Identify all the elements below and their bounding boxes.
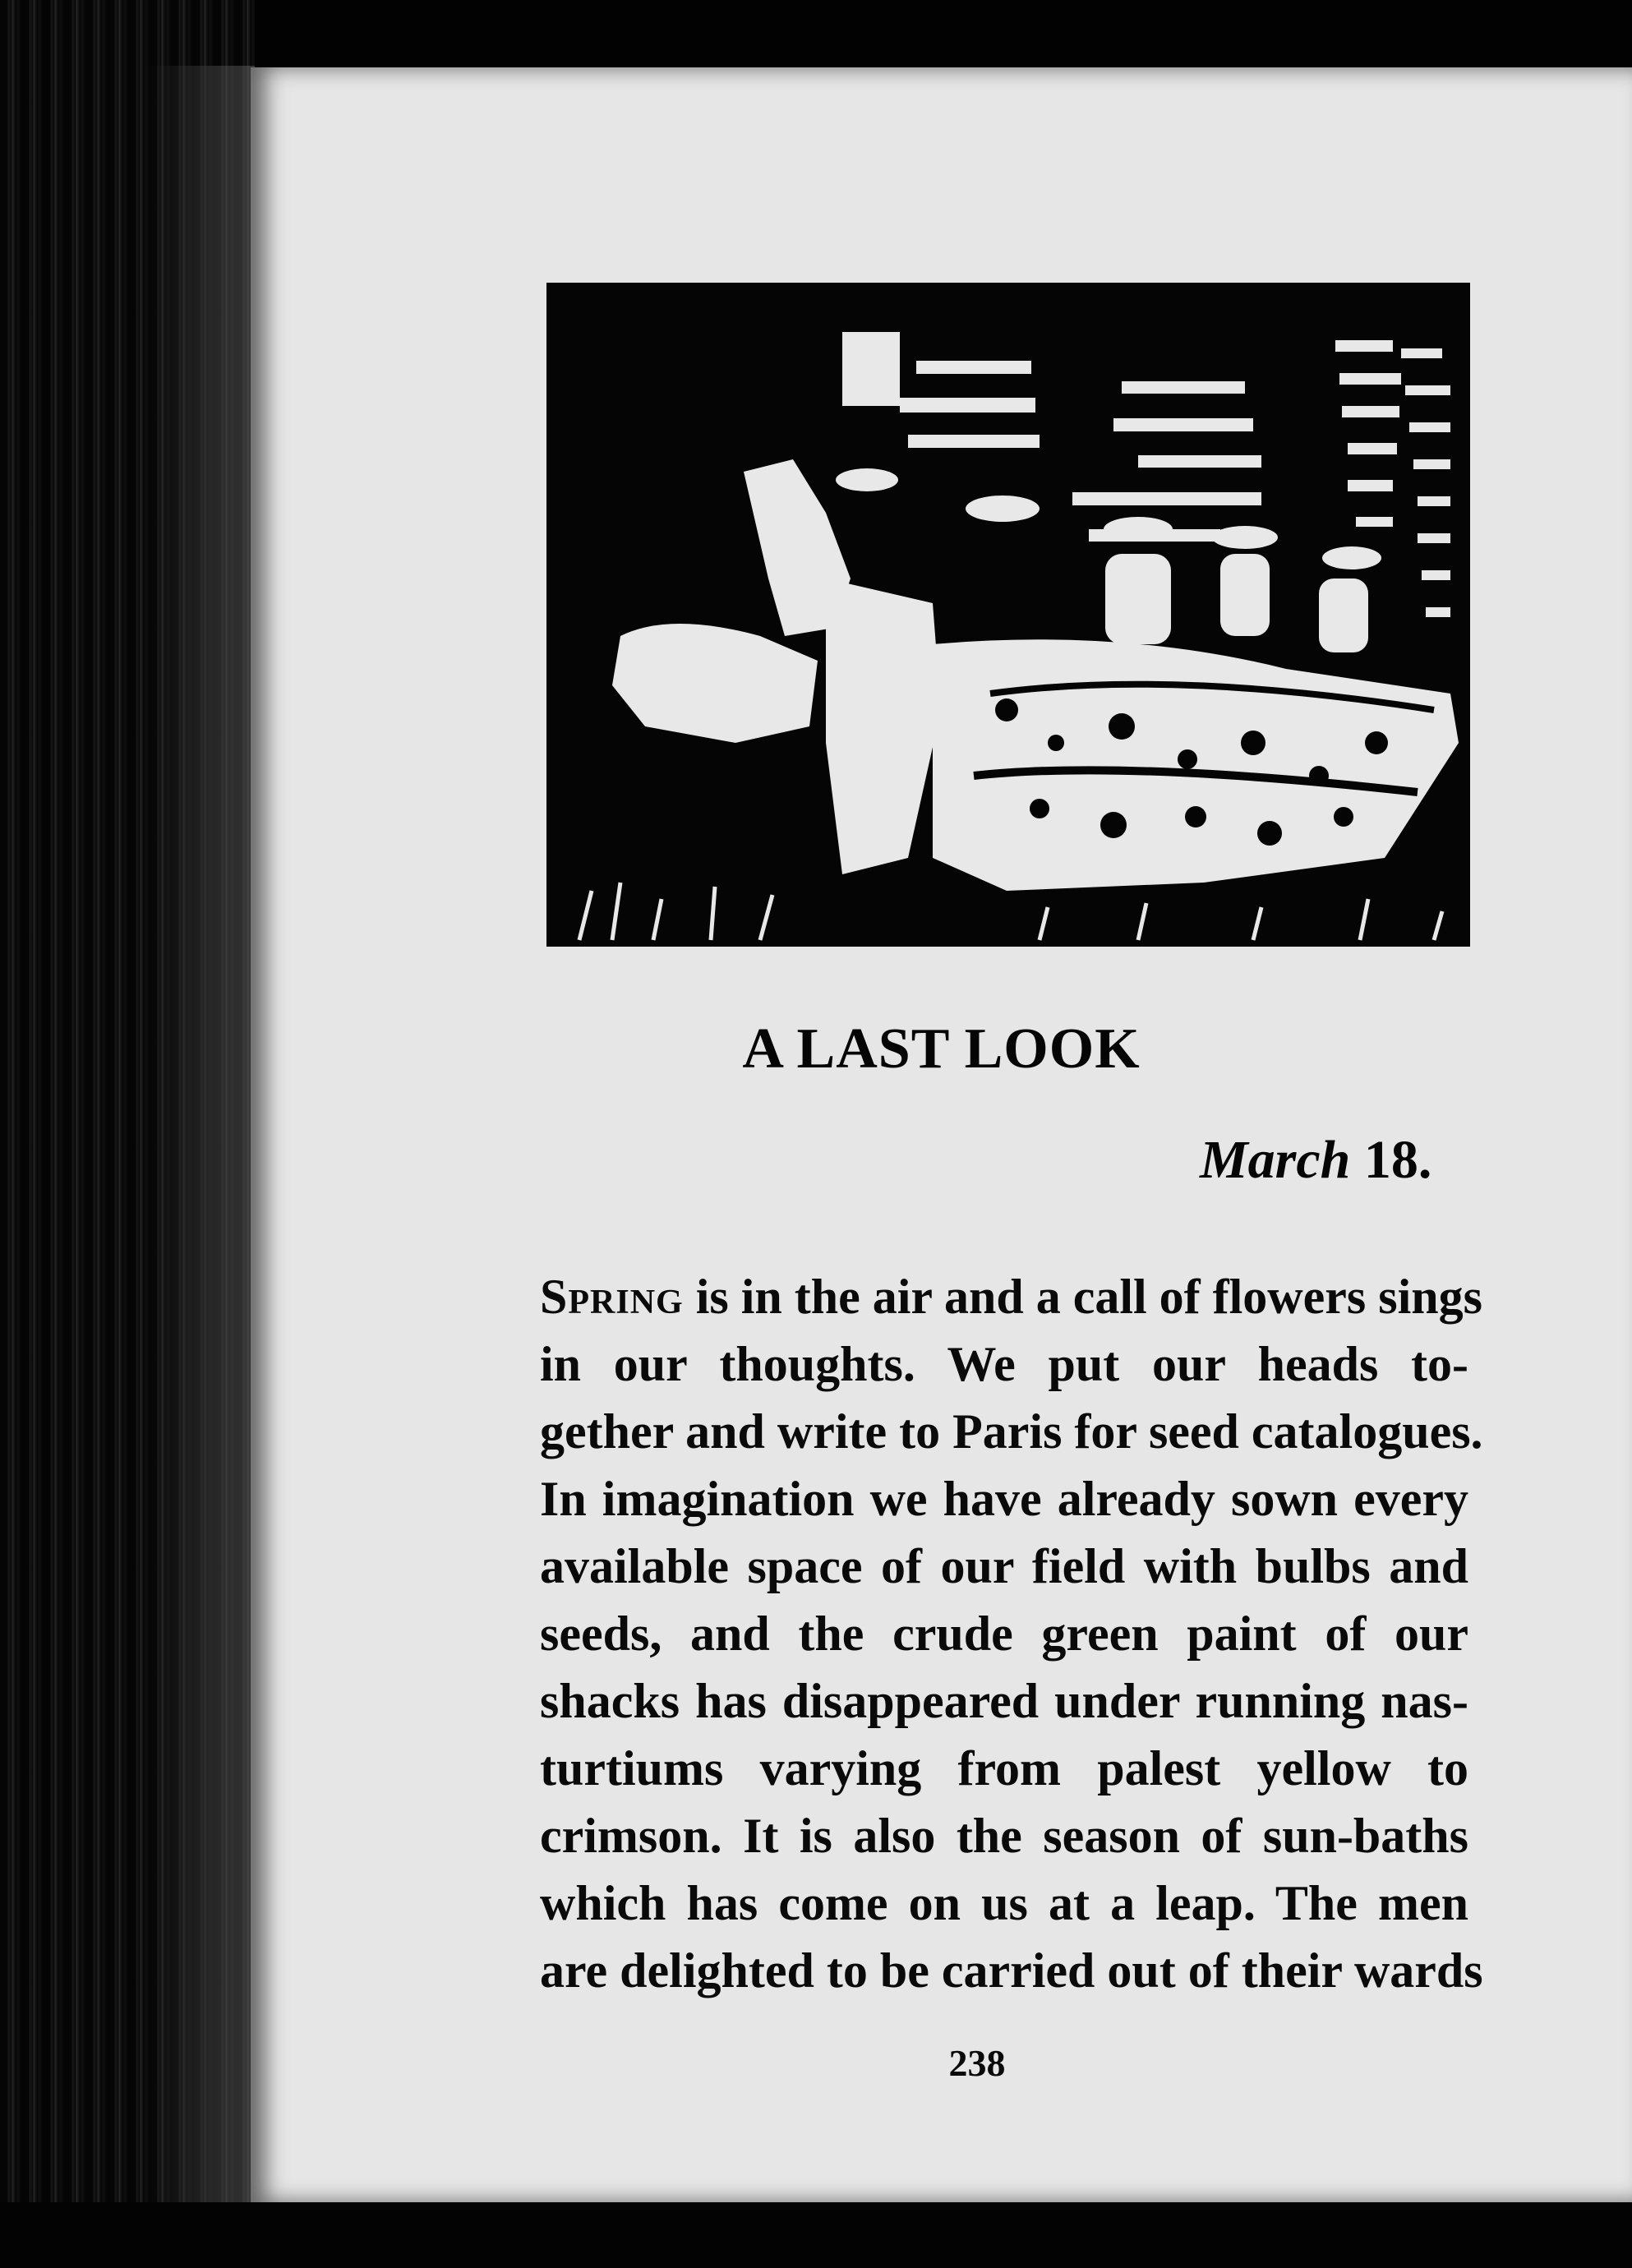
lead-word: Spring bbox=[540, 1270, 684, 1324]
paragraph-line: in our thoughts. We put our heads to- bbox=[540, 1337, 1468, 1391]
body-paragraph bbox=[540, 1263, 1483, 2004]
paragraph-line: available space of our field with bulbs and bbox=[540, 1539, 1468, 1593]
woodcut-garden-scene-icon bbox=[546, 283, 1470, 947]
gutter-shadow bbox=[148, 66, 255, 2219]
entry-date-line bbox=[1200, 1129, 1431, 1192]
scan-bottom-border bbox=[0, 2202, 1632, 2268]
paragraph-line: gether and write to Paris for seed catalogues. bbox=[540, 1404, 1483, 1459]
chapter-title-text: A LAST LOOK bbox=[742, 1017, 1141, 1081]
paragraph-line-text: is in the air and a call of flowers sings bbox=[683, 1270, 1482, 1324]
paragraph-line: seeds, and the crude green paint of our bbox=[540, 1606, 1468, 1661]
paragraph-line: turtiums varying from palest yellow to bbox=[540, 1741, 1468, 1796]
paragraph-line bbox=[540, 1263, 1482, 1330]
paragraph-line: shacks has disappeared under running nas- bbox=[540, 1674, 1468, 1728]
paragraph-line: are delighted to be carried out of their wards bbox=[540, 1943, 1483, 1998]
paragraph-line: In imagination we have already sown every bbox=[540, 1472, 1468, 1526]
paragraph-line: crimson. It is also the season of sun-baths bbox=[540, 1809, 1468, 1863]
chapter-title bbox=[251, 1016, 1632, 1082]
entry-date-month: March bbox=[1200, 1130, 1351, 1190]
page-number-text: 238 bbox=[948, 2042, 1006, 2084]
woodcut-illustration bbox=[546, 283, 1470, 947]
entry-date-day: 18. bbox=[1363, 1130, 1432, 1190]
paragraph-line: which has come on us at a leap. The men bbox=[540, 1876, 1468, 1930]
book-page bbox=[251, 67, 1632, 2202]
